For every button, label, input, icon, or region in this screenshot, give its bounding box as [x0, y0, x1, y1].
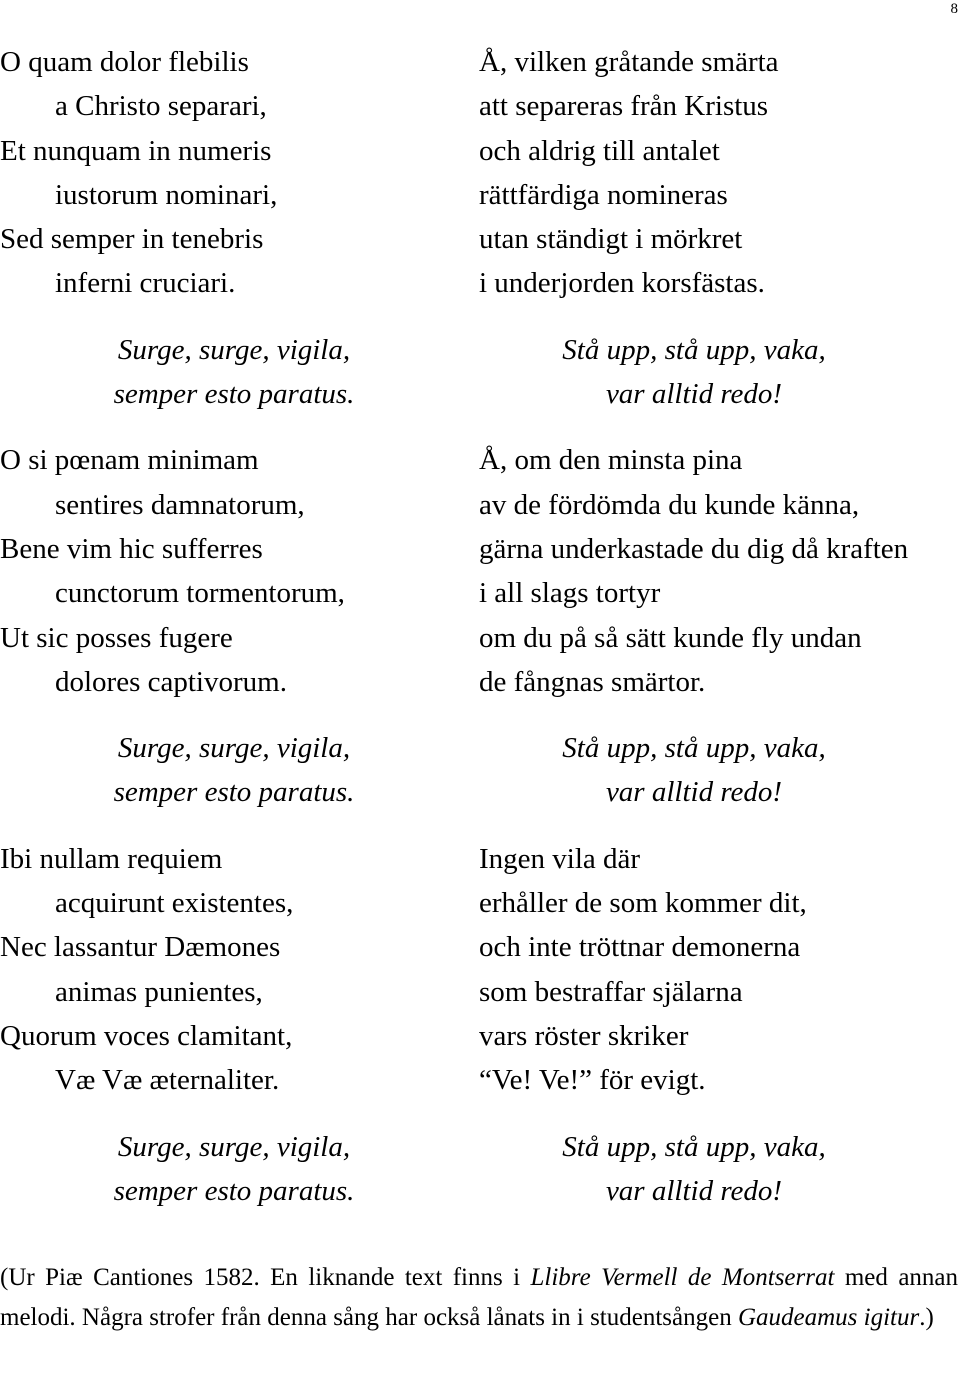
latin-verse-1: [0, 40, 470, 306]
verse-line: inferni cruciari.: [55, 267, 236, 300]
footnote-text: .): [919, 1303, 934, 1331]
latin-verse-2: [0, 438, 470, 704]
verse-line: Sed semper in tenebris: [0, 223, 264, 256]
refrain-line: semper esto paratus.: [113, 776, 355, 809]
latin-refrain-2: [0, 726, 470, 815]
refrain-line: Stå upp, stå upp, vaka,: [562, 732, 826, 765]
verse-line: i all slags tortyr: [479, 577, 661, 610]
swedish-refrain-1: [479, 328, 960, 417]
verse-line: Bene vim hic sufferres: [0, 532, 263, 565]
verse-line: animas punientes,: [55, 975, 263, 1008]
verse-line: rättfärdiga nomineras: [479, 178, 728, 211]
footnote-work-title: Gaudeamus igitur: [737, 1303, 920, 1331]
verse-line: Et nunquam in numeris: [0, 134, 272, 167]
swedish-refrain-2: [479, 726, 960, 815]
verse-line: i underjorden korsfästas.: [479, 267, 765, 300]
verse-line: “Ve! Ve!” för evigt.: [479, 1064, 706, 1097]
verse-line: O quam dolor flebilis: [0, 46, 249, 78]
refrain-line: var alltid redo!: [605, 378, 783, 411]
swedish-verse-2: [479, 438, 960, 704]
verse-line: om du på så sätt kunde fly undan: [479, 621, 862, 654]
footnote-text: (Ur Piæ Cantiones 1582. En liknande text finns i: [0, 1264, 531, 1291]
verse-line: Quorum voces clamitant,: [0, 1019, 293, 1052]
verse-line: cunctorum tormentorum,: [55, 577, 345, 610]
footnote-text: med annan melodi. Några strofer från denna sång har också lånats in i studentsången: [0, 1264, 959, 1331]
latin-refrain-1: [0, 328, 470, 417]
refrain-line: var alltid redo!: [605, 776, 783, 809]
footnote-work-title: Llibre Vermell de Montserrat: [530, 1264, 835, 1291]
refrain-line: Surge, surge, vigila,: [117, 1130, 351, 1163]
verse-line: och aldrig till antalet: [479, 134, 720, 167]
verse-line: de fångnas smärtor.: [479, 665, 706, 698]
verse-line: iustorum nominari,: [55, 178, 278, 211]
latin-column: [0, 40, 470, 1235]
verse-line: vars röster skriker: [479, 1019, 689, 1052]
verse-line: Å, om den minsta pina: [479, 444, 743, 477]
refrain-line: semper esto paratus.: [113, 378, 355, 411]
swedish-column: [479, 40, 960, 1235]
verse-line: acquirunt existentes,: [55, 887, 294, 920]
verse-line: utan ständigt i mörkret: [479, 223, 743, 256]
source-footnote: [0, 1258, 958, 1337]
verse-line: Ut sic posses fugere: [0, 621, 233, 654]
refrain-line: Surge, surge, vigila,: [117, 333, 351, 366]
page-number: 8: [950, 1, 958, 17]
verse-line: O si pœnam minimam: [0, 444, 259, 477]
verse-line: erhåller de som kommer dit,: [479, 887, 807, 920]
verse-line: att separeras från Kristus: [479, 90, 769, 123]
verse-line: Å, vilken gråtande smärta: [479, 46, 779, 78]
verse-line: Nec lassantur Dæmones: [0, 931, 281, 964]
latin-verse-3: [0, 837, 470, 1103]
swedish-verse-3: [479, 837, 960, 1103]
refrain-line: var alltid redo!: [605, 1174, 783, 1207]
refrain-line: Stå upp, stå upp, vaka,: [562, 1130, 826, 1163]
swedish-refrain-3: [479, 1125, 960, 1214]
verse-line: gärna underkastade du dig då kraften: [479, 532, 909, 565]
verse-line: Ibi nullam requiem: [0, 842, 223, 875]
latin-refrain-3: [0, 1125, 470, 1214]
verse-line: och inte tröttnar demonerna: [479, 931, 801, 964]
verse-line: sentires damnatorum,: [55, 488, 305, 521]
verse-line: Væ Væ æternaliter.: [55, 1064, 280, 1097]
refrain-line: semper esto paratus.: [113, 1174, 355, 1207]
refrain-line: Surge, surge, vigila,: [117, 732, 351, 765]
refrain-line: Stå upp, stå upp, vaka,: [562, 333, 826, 366]
verse-line: som bestraffar själarna: [479, 975, 743, 1008]
verse-line: av de fördömda du kunde känna,: [479, 488, 860, 521]
swedish-verse-1: [479, 40, 960, 306]
verse-line: Ingen vila där: [479, 842, 641, 875]
verse-line: a Christo separari,: [55, 90, 267, 123]
verse-line: dolores captivorum.: [55, 665, 287, 698]
